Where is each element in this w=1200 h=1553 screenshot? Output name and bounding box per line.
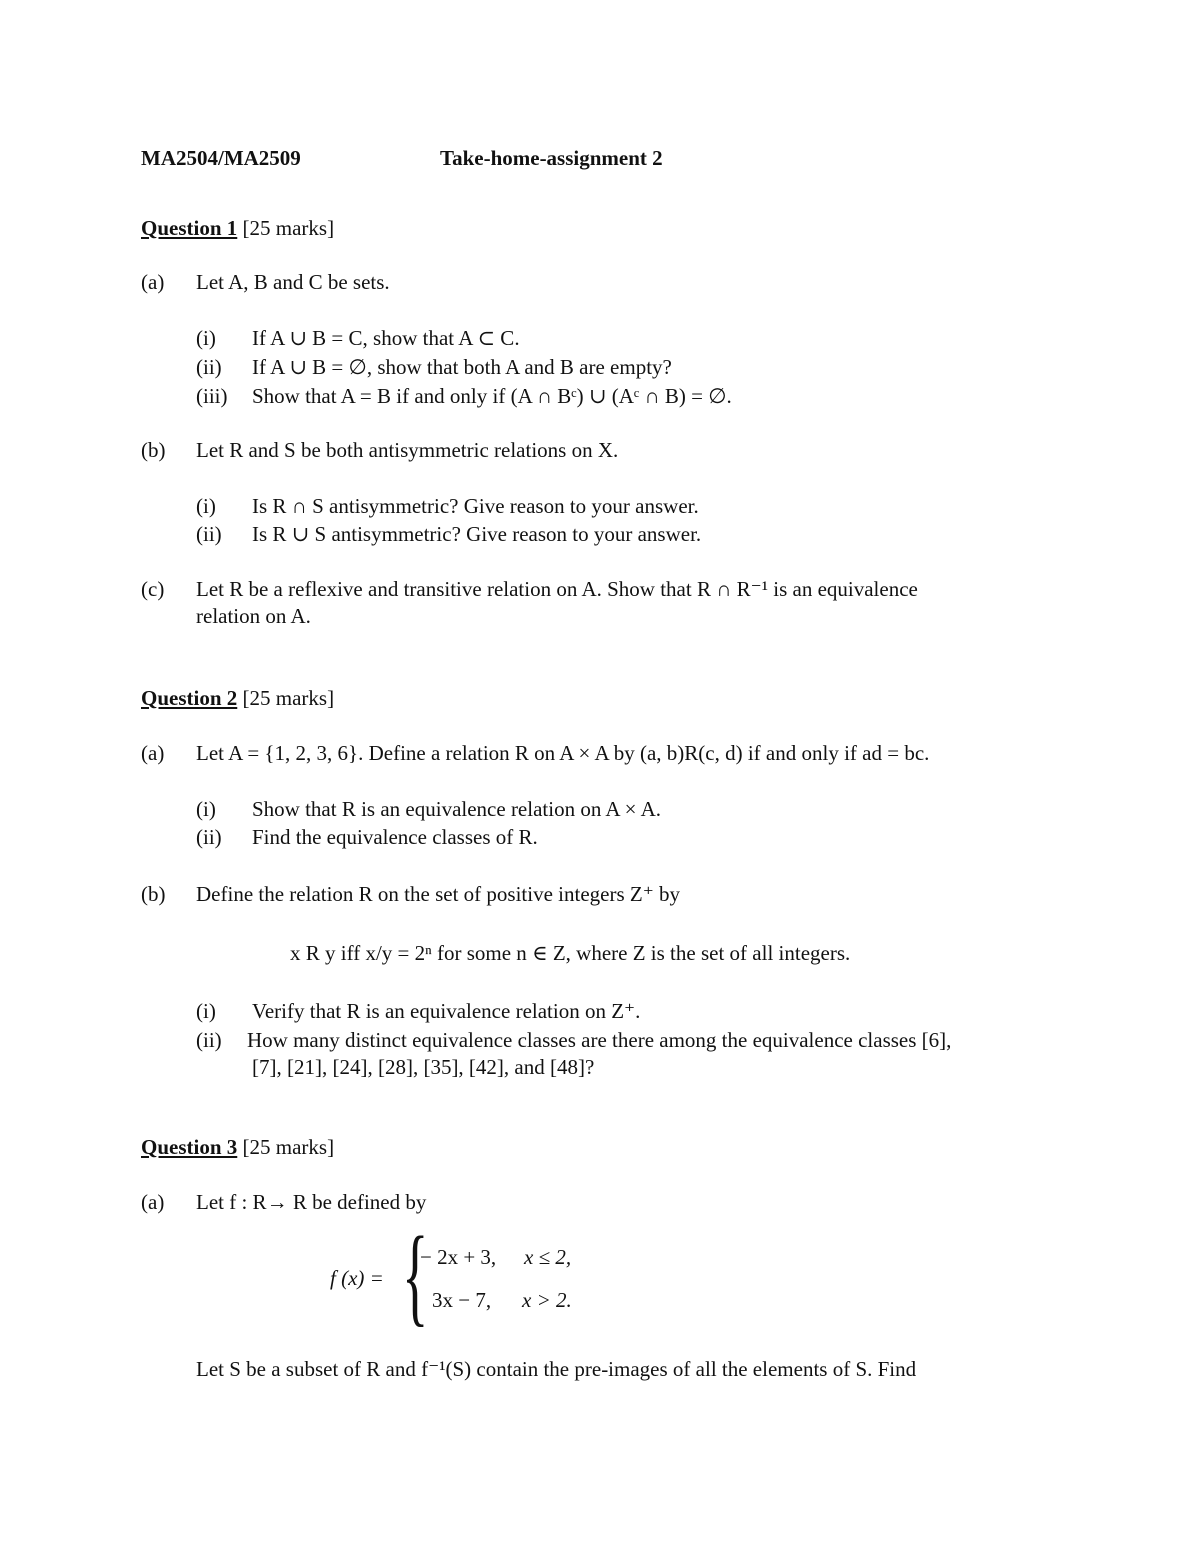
- q2ai-label: (i): [196, 797, 216, 821]
- assignment-title: Take-home-assignment 2: [440, 146, 663, 170]
- q3a-label: (a): [141, 1190, 165, 1214]
- q1ai-label: (i): [196, 326, 216, 350]
- q2a-label: (a): [141, 741, 165, 765]
- q2-heading: Question 2: [141, 686, 238, 710]
- q3-case1-expr: − 2x + 3,: [420, 1245, 497, 1269]
- q3-heading: Question 3: [141, 1135, 238, 1159]
- q2aii-text: Find the equivalence classes of R.: [252, 825, 538, 849]
- q3-function-name: f (x) =: [330, 1266, 384, 1290]
- q1aii-text: If A ∪ B = ∅, show that both A and B are empty?: [252, 355, 672, 379]
- q2b-definition: x R y iff x/y = 2ⁿ for some n ∈ Z, where Z is the set of all integers.: [290, 941, 851, 965]
- q1-heading-line: [141, 218, 334, 239]
- q1bi-label: (i): [196, 494, 216, 518]
- q2-marks: [25 marks]: [242, 686, 335, 710]
- q1aiii-text: Show that A = B if and only if (A ∩ Bᶜ) ∪ (Aᶜ ∩ B) = ∅.: [252, 384, 732, 408]
- q3-case2-cond: x > 2.: [522, 1288, 572, 1312]
- q2-heading-line: [141, 688, 334, 709]
- q2bi-label: (i): [196, 999, 216, 1023]
- q2ai-text: Show that R is an equivalence relation on A × A.: [252, 797, 662, 821]
- q1a-label: (a): [141, 270, 165, 294]
- q2a-text: Let A = {1, 2, 3, 6}. Define a relation R on A × A by (a, b)R(c, d) if and only if ad = bc.: [196, 741, 930, 765]
- q3-marks: [25 marks]: [242, 1135, 335, 1159]
- q2bii-line1: How many distinct equivalence classes are there among the equivalence classes [6],: [247, 1028, 952, 1052]
- q3-heading-line: [141, 1137, 334, 1158]
- q1b-label: (b): [141, 438, 166, 462]
- q1c-label: (c): [141, 577, 165, 601]
- q2bii-line2: [7], [21], [24], [28], [35], [42], and [48]?: [252, 1055, 595, 1079]
- q1-heading: Question 1: [141, 216, 238, 240]
- q1a-text: Let A, B and C be sets.: [196, 270, 390, 294]
- q1c-line2: relation on A.: [196, 604, 311, 628]
- q3a-text: Let f : R→ R be defined by: [196, 1190, 427, 1214]
- q1aiii-label: (iii): [196, 384, 228, 408]
- q1bii-label: (ii): [196, 522, 222, 546]
- q2b-text: Define the relation R on the set of positive integers Z⁺ by: [196, 882, 681, 906]
- q2aii-label: (ii): [196, 825, 222, 849]
- q1-marks: [25 marks]: [242, 216, 335, 240]
- q1ai-text: If A ∪ B = C, show that A ⊂ C.: [252, 326, 520, 350]
- q3a-last-line: Let S be a subset of R and f⁻¹(S) contain the pre-images of all the elements of S. Find: [196, 1357, 917, 1381]
- q3-case2-expr: 3x − 7,: [432, 1288, 492, 1312]
- q1bi-text: Is R ∩ S antisymmetric? Give reason to your answer.: [252, 494, 699, 518]
- piecewise-brace: {: [402, 1214, 429, 1336]
- q1c-line1: Let R be a reflexive and transitive relation on A. Show that R ∩ R⁻¹ is an equivalence: [196, 577, 918, 601]
- q1b-text: Let R and S be both antisymmetric relations on X.: [196, 438, 619, 462]
- q2bi-text: Verify that R is an equivalence relation on Z⁺.: [252, 999, 641, 1023]
- q1bii-text: Is R ∪ S antisymmetric? Give reason to your answer.: [252, 522, 702, 546]
- q1aii-label: (ii): [196, 355, 222, 379]
- q3-case1-cond: x ≤ 2,: [524, 1245, 572, 1269]
- q2bii-label: (ii): [196, 1028, 222, 1052]
- q2b-label: (b): [141, 882, 166, 906]
- course-code: MA2504/MA2509: [141, 146, 301, 170]
